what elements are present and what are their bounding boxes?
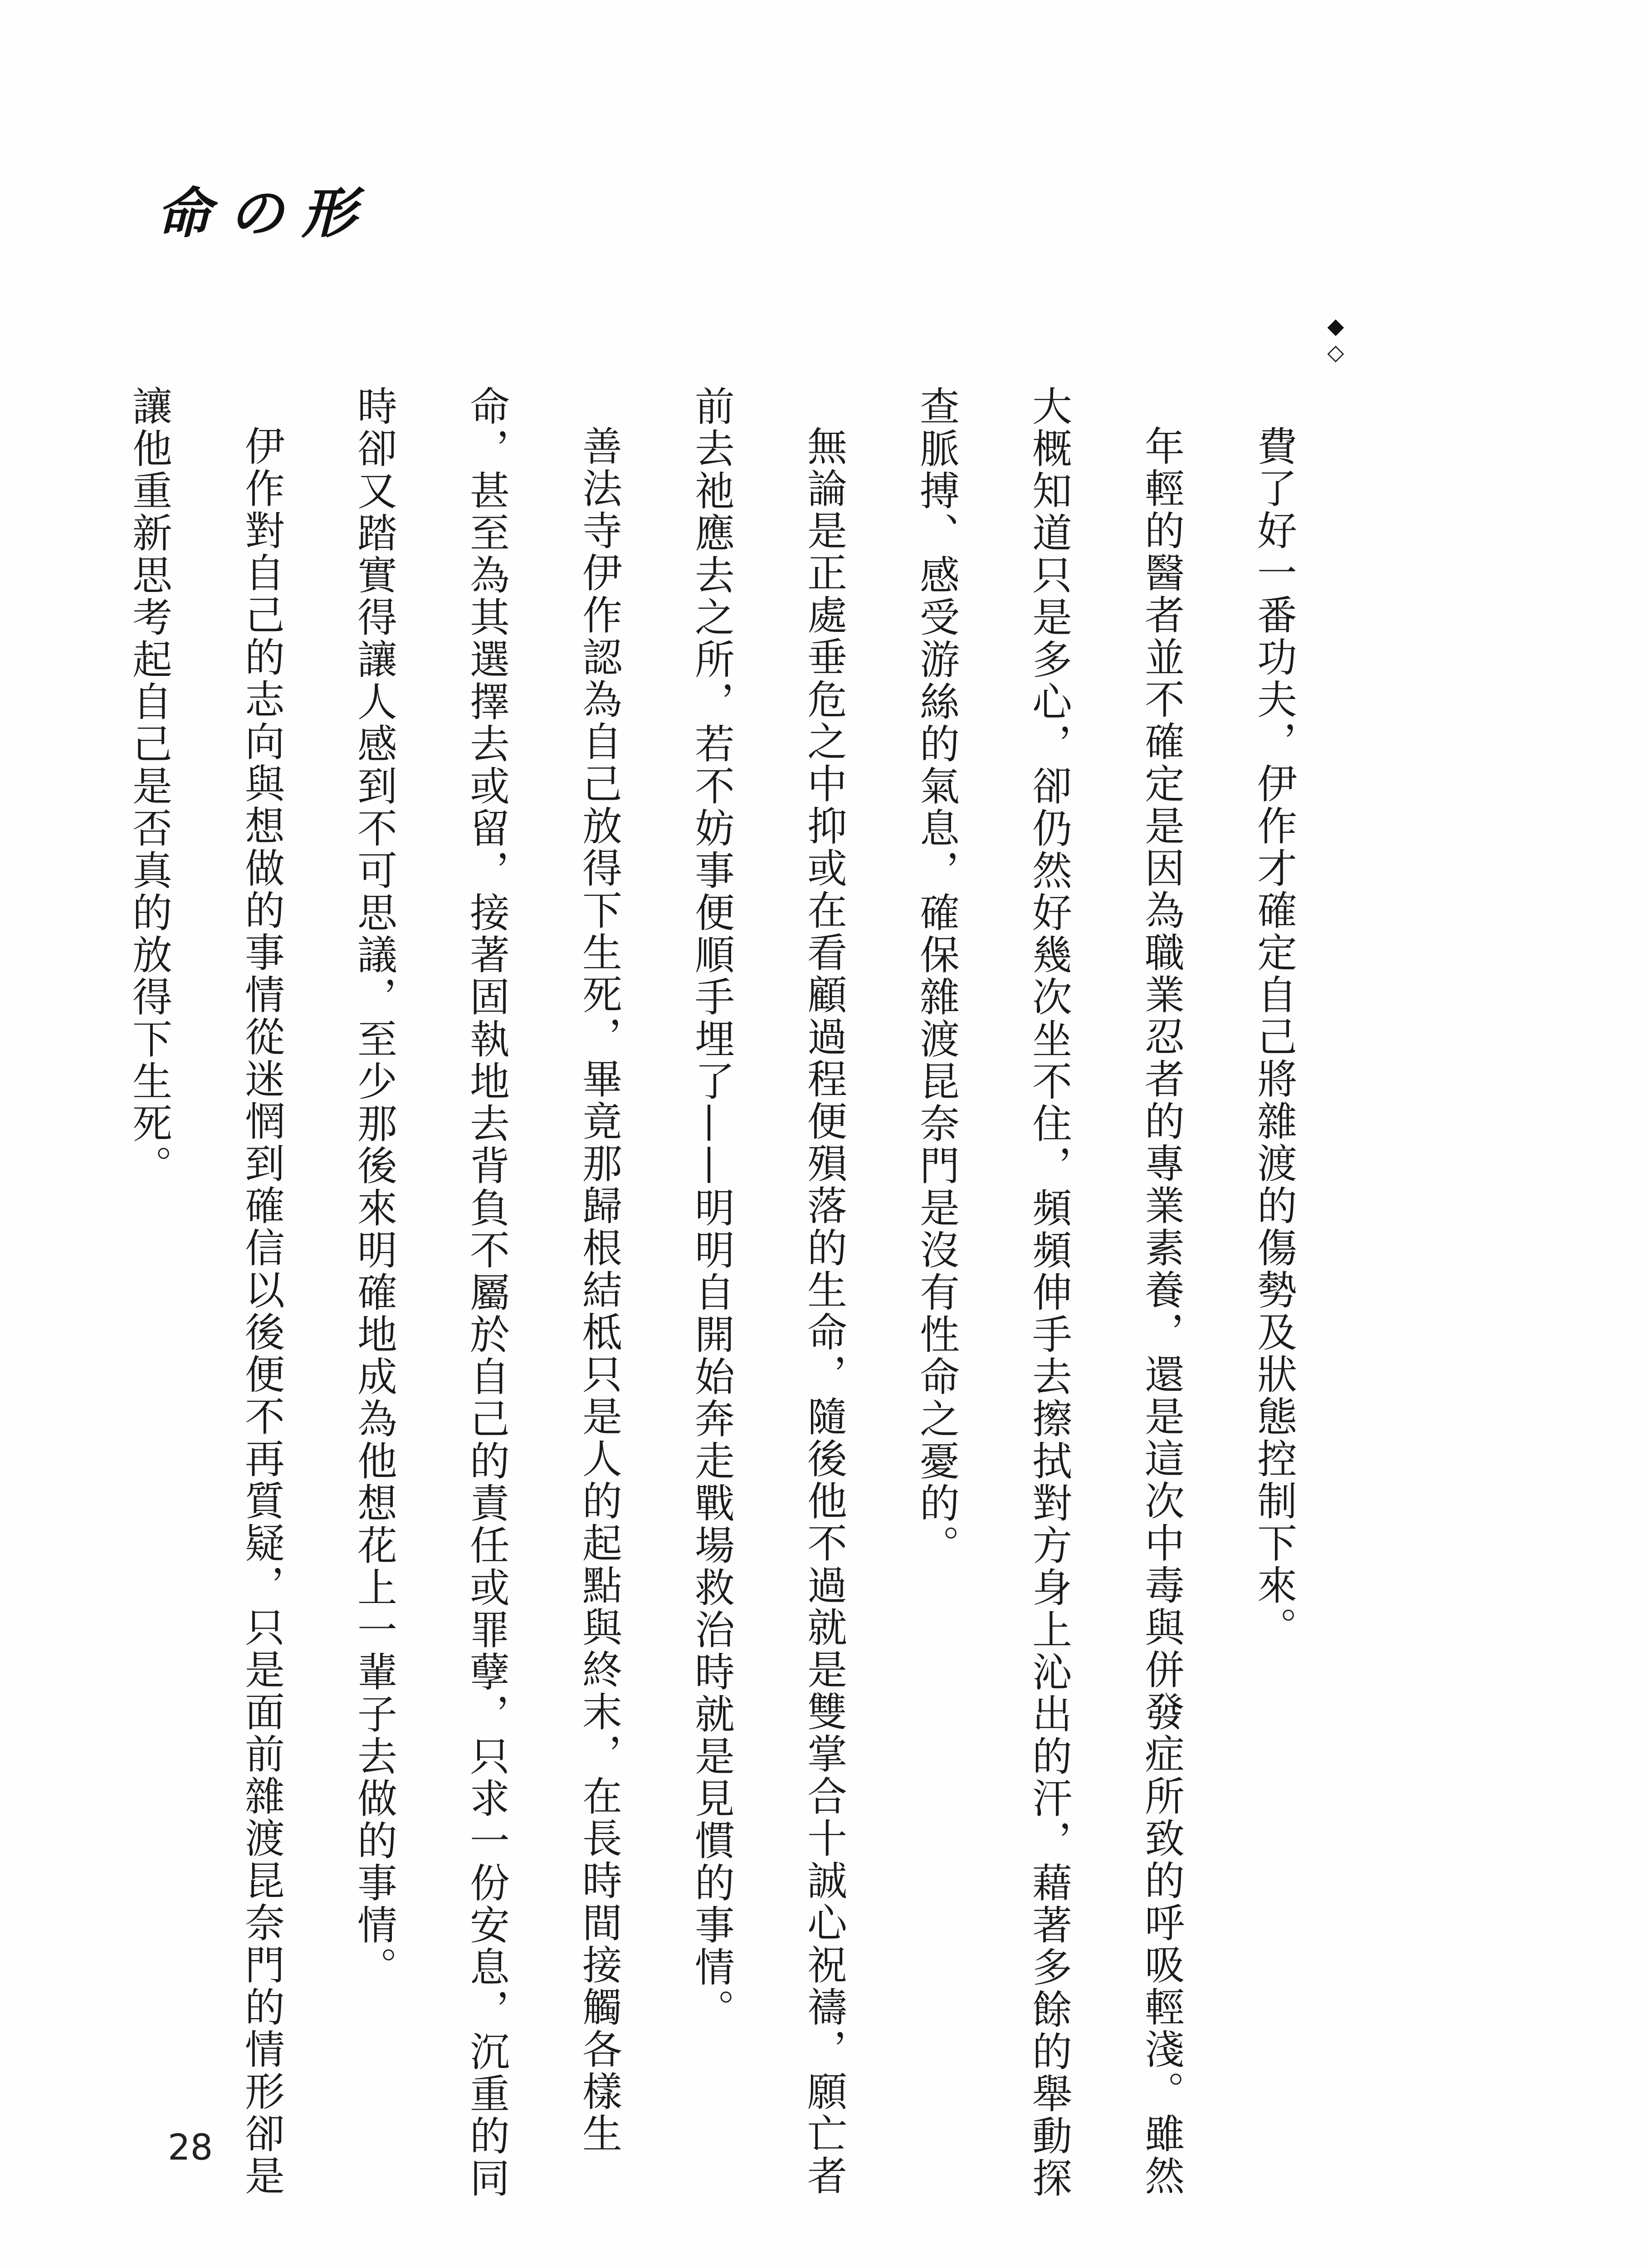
section-divider — [1318, 313, 1354, 366]
paragraph-4: 善法寺伊作認為自己放得下生死，畢竟那歸根結柢只是人的起點與終末，在長時間接觸各樣生命，甚至為其選擇去或留，接著固執地去背負不屬於自己的責任或罪孽，只求一份安息，沉重的同時卻又踏實得讓人感到不可思議，至少那後來明確地成為他想花上一輩子去做的事情。 — [351, 386, 623, 2200]
vertical-body-text — [93, 386, 1330, 2214]
paragraph-5: 伊作對自己的志向與想做的事情從迷惘到確信以後便不再質疑，只是面前雜渡昆奈門的情形卻是讓他重新思考起自己是否真的放得下生死。 — [126, 386, 285, 2197]
paragraph-3: 無論是正處垂危之中抑或在看顧過程便殞落的生命，隨後他不過就是雙掌合十誠心祝禱，願亡者前去祂應去之所，若不妨事便順手埋了——明明自開始奔走戰場救治時就是見慣的事情。 — [688, 386, 848, 2197]
hollow-diamond-icon: ◇ — [1327, 340, 1344, 365]
page-number: 28 — [168, 2127, 213, 2168]
chapter-title: 命の形 — [156, 181, 374, 245]
filled-diamond-icon: ◆ — [1327, 313, 1344, 339]
paragraph-2: 年輕的醫者並不確定是因為職業忍者的專業素養，還是這次中毒與併發症所致的呼吸輕淺。雖然大概知道只是多心，卻仍然好幾次坐不住，頻頻伸手去擦拭對方身上沁出的汗，藉著多餘的舉動探查脈搏、感受游絲的氣息，確保雜渡昆奈門是沒有性命之憂的。 — [913, 386, 1185, 2200]
paragraph-1: 費了好一番功夫，伊作才確定自己將雜渡的傷勢及狀態控制下來。 — [1251, 425, 1298, 1649]
